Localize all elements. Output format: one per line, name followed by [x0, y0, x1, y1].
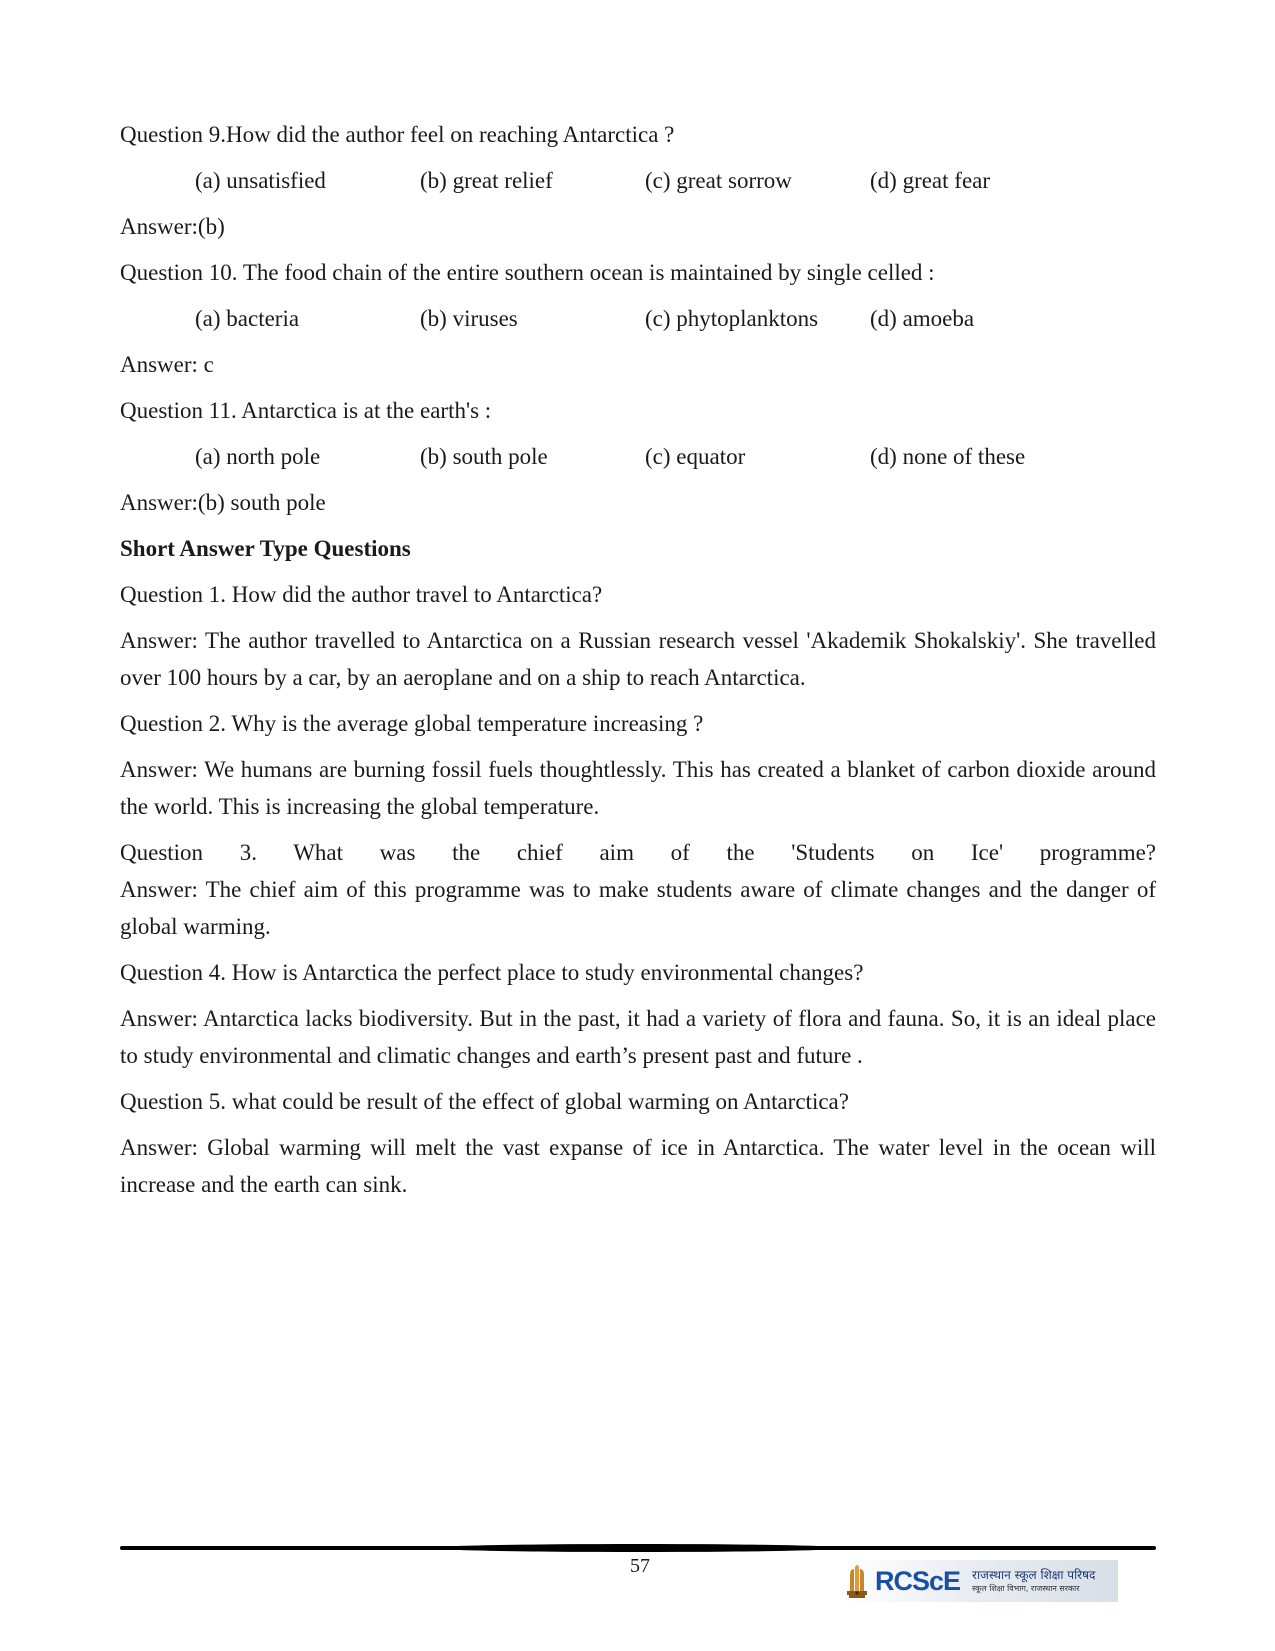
short-answer-5: Answer: Global warming will melt the vast expanse of ice in Antarctica. The water level in the ocean will increase and the earth can sink.	[120, 1135, 1156, 1197]
page-content	[120, 116, 1156, 1203]
short-question-4: Question 4. How is Antarctica the perfect place to study environmental changes?	[120, 960, 864, 985]
short-question-2: Question 2. Why is the average global temperature increasing ?	[120, 711, 704, 736]
footer-divider	[120, 1546, 1156, 1550]
option-d: (d) amoeba	[870, 306, 975, 331]
option-a: (a) north pole	[195, 444, 321, 469]
short-answer-2: Answer: We humans are burning fossil fuels thoughtlessly. This has created a blanket of carbon dioxide around the world. This is increasing the global temperature.	[120, 757, 1156, 819]
option-d: (d) none of these	[870, 444, 1026, 469]
question-9-options	[120, 162, 1156, 199]
question-9: Question 9.How did the author feel on reaching Antarctica ?	[120, 122, 675, 147]
answer-10: Answer: c	[120, 352, 214, 377]
state-emblem-icon	[843, 1561, 871, 1601]
page-number: 57	[630, 1555, 650, 1577]
logo-text-block	[972, 1568, 1095, 1594]
question-11-options	[120, 438, 1156, 475]
rcsce-logo	[843, 1560, 1118, 1602]
logo-wordmark: RCScE	[875, 1565, 961, 1596]
short-question-1: Question 1. How did the author travel to Antarctica?	[120, 582, 603, 607]
option-d: (d) great fear	[870, 168, 991, 193]
option-a: (a) bacteria	[195, 306, 300, 331]
logo-subtitle: स्कूल शिक्षा विभाग, राजस्थान सरकार	[972, 1584, 1080, 1593]
short-answer-1: Answer: The author travelled to Antarctica on a Russian research vessel 'Akademik Shokalskiy'. She travelled over 100 hours by a car, by an aeroplane and on a ship to reach Antarctica.	[120, 628, 1156, 690]
question-11: Question 11. Antarctica is at the earth's :	[120, 398, 492, 423]
short-answer-4: Answer: Antarctica lacks biodiversity. But in the past, it had a variety of flora and fauna. So, it is an ideal place to study environmental and climatic changes and earth’s present past and future .	[120, 1006, 1156, 1068]
answer-9: Answer:(b)	[120, 214, 225, 239]
logo-hindi-title: राजस्थान स्कूल शिक्षा परिषद	[972, 1568, 1096, 1582]
option-b: (b) viruses	[420, 306, 518, 331]
option-b: (b) great relief	[420, 168, 553, 193]
option-a: (a) unsatisfied	[195, 168, 326, 193]
section-heading: Short Answer Type Questions	[120, 536, 411, 561]
short-question-3: Question 3. What was the chief aim of the 'Students on Ice' programme?	[120, 840, 1156, 865]
option-c: (c) equator	[645, 444, 746, 469]
short-answer-3: Answer: The chief aim of this programme was to make students aware of climate changes and the danger of global warming.	[120, 877, 1156, 939]
question-10: Question 10. The food chain of the entire southern ocean is maintained by single celled :	[120, 260, 935, 285]
short-question-5: Question 5. what could be result of the effect of global warming on Antarctica?	[120, 1089, 849, 1114]
option-c: (c) phytoplanktons	[645, 306, 819, 331]
question-10-options	[120, 300, 1156, 337]
option-c: (c) great sorrow	[645, 168, 792, 193]
answer-11: Answer:(b) south pole	[120, 490, 326, 515]
option-b: (b) south pole	[420, 444, 548, 469]
